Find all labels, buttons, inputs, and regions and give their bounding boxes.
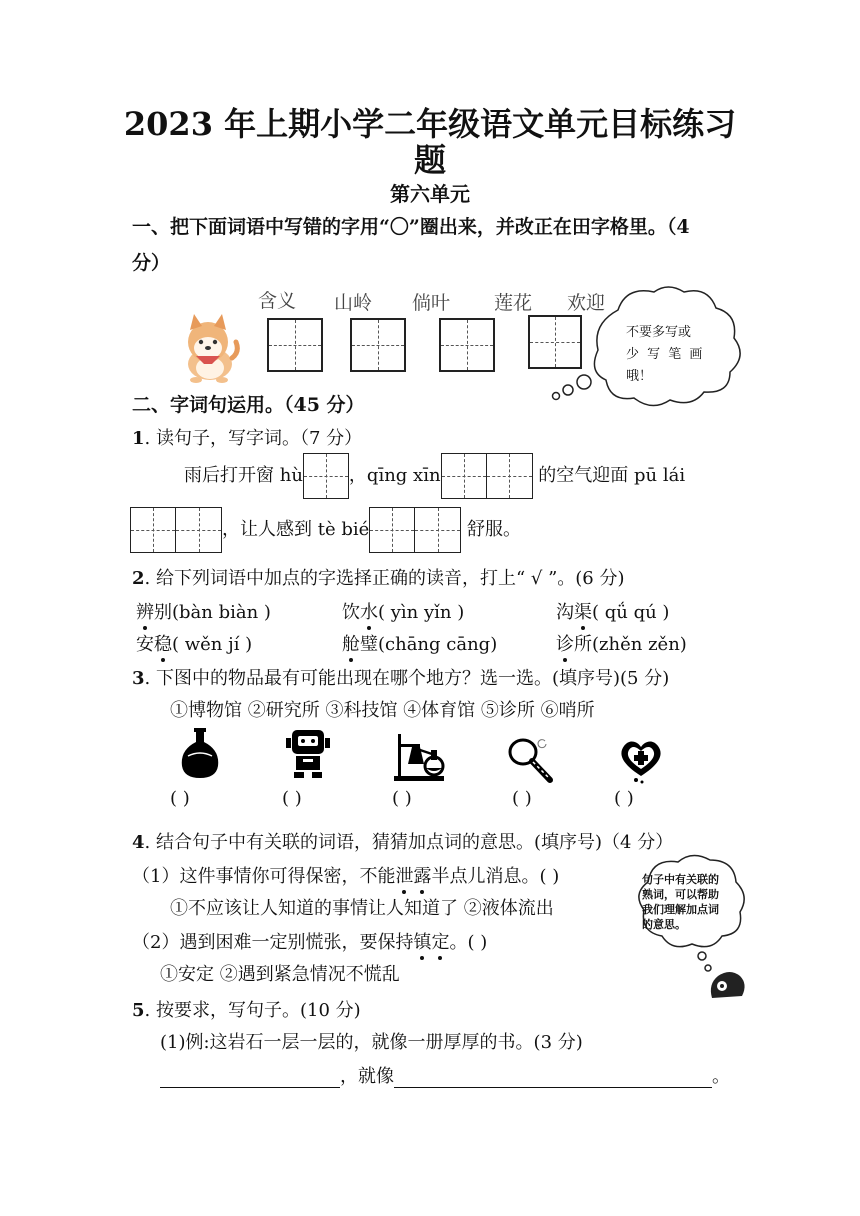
q2-item-6: 诊所(zhěn zěn) bbox=[556, 630, 687, 656]
word-1: 含义 bbox=[258, 290, 297, 312]
section1-heading-continued: 分） bbox=[132, 252, 171, 274]
medical-heart-icon bbox=[616, 736, 666, 784]
q5-example: (1)例:这岩石一层一层的，就像一册厚厚的书。(3 分) bbox=[160, 1032, 583, 1053]
word-4: 莲花 bbox=[494, 292, 533, 314]
q2-item-4: 安稳( wěn jí ) bbox=[136, 630, 252, 656]
q5-blank-2[interactable] bbox=[394, 1067, 712, 1088]
q1-title bbox=[132, 424, 362, 450]
q2-item-3: 沟渠( qǘ qú ) bbox=[556, 598, 669, 624]
q1-seg-3: 的空气迎面 pū lái bbox=[532, 465, 686, 486]
q3-answer-5[interactable]: ( ) bbox=[614, 788, 634, 809]
word-5: 欢迎 bbox=[567, 292, 606, 314]
section1-heading: 一、把下面词语中写错的字用“〇”圈出来，并改正在田字格里。（4 bbox=[132, 216, 690, 238]
lab-equipment-icon bbox=[392, 730, 448, 782]
q4-title bbox=[132, 828, 673, 854]
tianzige-box-2[interactable] bbox=[350, 318, 406, 372]
q1-seg-1: 雨后打开窗 hù bbox=[184, 465, 303, 486]
q1-title-text: . 读句子，写字词。（7 分） bbox=[144, 428, 363, 449]
q4-sentence-2: （2）遇到困难一定别慌张，要保持镇定。( ) bbox=[132, 928, 487, 954]
q3-answer-4[interactable]: ( ) bbox=[512, 788, 532, 809]
tianzige-box-1[interactable] bbox=[267, 318, 323, 372]
q5-title-text: . 按要求，写句子。(10 分) bbox=[144, 1000, 361, 1021]
q3-answer-3[interactable]: ( ) bbox=[392, 788, 412, 809]
q2-item-2: 饮水( yìn yǐn ) bbox=[342, 598, 464, 624]
answer-box-tebie[interactable] bbox=[369, 507, 461, 553]
shiba-dog-icon bbox=[174, 312, 242, 384]
q4-number: 4 bbox=[132, 832, 145, 853]
q2-number: 2 bbox=[132, 568, 145, 589]
q5-answer-line: ，就像 。 bbox=[160, 1062, 730, 1088]
page-title: 2023 年上期小学二年级语文单元目标练习 bbox=[123, 105, 737, 143]
q2-title bbox=[132, 564, 625, 590]
q5-blank-1[interactable] bbox=[160, 1067, 340, 1088]
q4-sentence-1: （1）这件事情你可得保密，不能泄露半点儿消息。( ) bbox=[132, 862, 559, 888]
answer-box-hu[interactable] bbox=[303, 453, 349, 499]
bubble-text-2: 少 写 笔 画 bbox=[626, 347, 705, 362]
section2-heading: 二、字词句运用。（45 分） bbox=[132, 394, 365, 416]
q1-line-1 bbox=[184, 452, 685, 500]
page-title-continued: 题 bbox=[413, 141, 446, 179]
q3-title-text: . 下图中的物品最有可能出现在哪个地方？选一选。(填序号)(5 分) bbox=[144, 668, 670, 689]
q3-options: ①博物馆 ②研究所 ③科技馆 ④体育馆 ⑤诊所 ⑥哨所 bbox=[170, 700, 595, 721]
q1-line-2 bbox=[130, 506, 521, 554]
q3-answer-2[interactable]: ( ) bbox=[282, 788, 302, 809]
q1-seg-2: ，qīng xīn bbox=[348, 465, 441, 486]
q2-item-1: 辨别(bàn biàn ) bbox=[136, 598, 271, 624]
bubble-text-3: 哦！ bbox=[626, 369, 653, 384]
q4-options-1: ①不应该让人知道的事情让人知道了 ②液体流出 bbox=[170, 898, 554, 919]
word-2: 山岭 bbox=[334, 292, 373, 314]
q3-number: 3 bbox=[132, 668, 145, 689]
q1-number: 1 bbox=[132, 428, 145, 449]
q3-title bbox=[132, 664, 669, 690]
unit-subtitle: 第六单元 bbox=[390, 182, 470, 206]
q3-answer-1[interactable]: ( ) bbox=[170, 788, 190, 809]
q5-title bbox=[132, 996, 361, 1022]
q4-options-2: ①安定 ②遇到紧急情况不慌乱 bbox=[160, 964, 400, 985]
tianzige-box-3[interactable] bbox=[439, 318, 495, 372]
answer-box-qingxin[interactable] bbox=[441, 453, 533, 499]
robot-icon bbox=[284, 726, 332, 780]
q1-seg-4: ，让人感到 tè bié bbox=[222, 519, 370, 540]
bubble-text-1: 不要多写或 bbox=[626, 325, 692, 340]
vase-icon bbox=[178, 726, 222, 780]
racket-icon bbox=[506, 736, 556, 784]
q2-title-text: . 给下列词语中加点的字选择正确的读音，打上“ √ ”。(6 分) bbox=[144, 568, 625, 589]
q2-item-5: 舱璧(chāng cāng) bbox=[342, 630, 497, 656]
q4-title-text: . 结合句子中有关联的词语，猜猜加点词的意思。(填序号)（4 分） bbox=[144, 832, 674, 853]
answer-box-pulai[interactable] bbox=[130, 507, 222, 553]
hint-bubble-text: 句子中有关联的 熟词，可以帮助 我们理解加点词 的意思。 bbox=[642, 873, 719, 931]
word-3: 倘叶 bbox=[412, 292, 451, 314]
q1-seg-5: 舒服。 bbox=[461, 519, 521, 540]
q5-number: 5 bbox=[132, 1000, 145, 1021]
